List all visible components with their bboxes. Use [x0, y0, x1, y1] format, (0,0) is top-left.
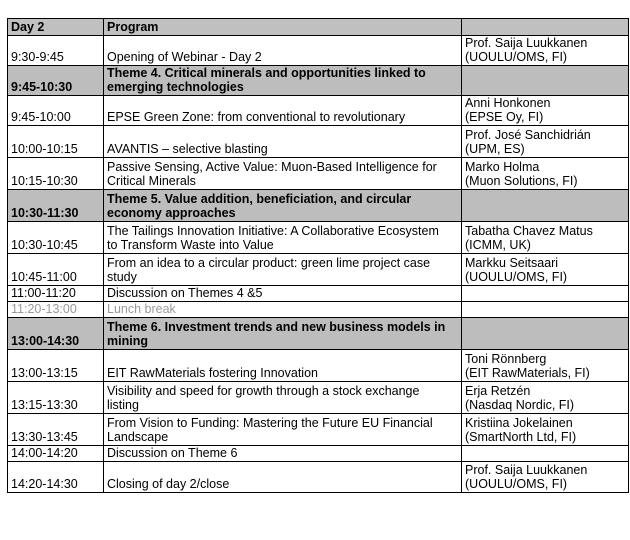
time-cell: 9:45-10:00: [8, 96, 104, 126]
speaker-cell-line: (UOULU/OMS, FI): [465, 477, 568, 491]
session-title-line: Critical Minerals: [107, 174, 196, 188]
session-title-line: listing: [107, 398, 139, 412]
session-title: EPSE Green Zone: from conventional to revolutionary: [104, 96, 462, 126]
session-title: Closing of day 2/close: [104, 462, 462, 493]
speaker-cell-line: Tabatha Chavez Matus: [465, 224, 593, 238]
speaker-cell: [462, 254, 629, 286]
speaker-cell: [462, 302, 629, 318]
time-cell: 14:00-14:20: [8, 446, 104, 462]
session-row: [8, 222, 629, 254]
speaker-cell: [462, 446, 629, 462]
time-cell: 13:15-13:30: [8, 382, 104, 414]
session-title-line: study: [107, 270, 137, 284]
header-speaker: [462, 19, 629, 36]
speaker-cell: [462, 382, 629, 414]
speaker-cell-line: Prof. Saija Luukkanen: [465, 36, 588, 50]
speaker-cell: [462, 66, 629, 96]
speaker-cell-line: Prof. José Sanchidrián: [465, 128, 591, 142]
speaker-cell-line: (EPSE Oy, FI): [465, 110, 544, 124]
speaker-cell-line: Anni Honkonen: [465, 96, 551, 110]
theme-title-line: economy approaches: [107, 206, 236, 220]
time-cell: 10:00-10:15: [8, 126, 104, 158]
speaker-cell: [462, 36, 629, 66]
theme-title: [104, 318, 462, 350]
time-cell: 10:15-10:30: [8, 158, 104, 190]
time-cell: 9:45-10:30: [8, 66, 104, 96]
session-title: [104, 382, 462, 414]
theme-row: [8, 190, 629, 222]
speaker-cell-line: Marko Holma: [465, 160, 540, 174]
session-title-line: From an idea to a circular product: green lime project case: [107, 256, 431, 270]
theme-title-line: Theme 6. Investment trends and new business models in: [107, 320, 446, 334]
speaker-cell: [462, 318, 629, 350]
speaker-cell: [462, 126, 629, 158]
session-row: [8, 36, 629, 66]
speaker-cell-line: Markku Seitsaari: [465, 256, 559, 270]
session-row: [8, 414, 629, 446]
session-row: [8, 254, 629, 286]
session-title-line: to Transform Waste into Value: [107, 238, 274, 252]
time-cell: 10:30-11:30: [8, 190, 104, 222]
session-title: Discussion on Theme 6: [104, 446, 462, 462]
speaker-cell-line: (Nasdaq Nordic, FI): [465, 398, 575, 412]
session-row: [8, 382, 629, 414]
theme-title-line: Theme 5. Value addition, beneficiation, and circular: [107, 192, 412, 206]
speaker-cell-line: Erja Retzén: [465, 384, 531, 398]
speaker-cell-line: Toni Rönnberg: [465, 352, 547, 366]
speaker-cell-line: Kristiina Jokelainen: [465, 416, 573, 430]
time-cell: 9:30-9:45: [8, 36, 104, 66]
time-cell: 11:00-11:20: [8, 286, 104, 302]
session-row: [8, 350, 629, 382]
theme-title-line: emerging technologies: [107, 80, 244, 94]
time-cell: 14:20-14:30: [8, 462, 104, 493]
session-title: AVANTIS – selective blasting: [104, 126, 462, 158]
speaker-cell: [462, 350, 629, 382]
session-title: Discussion on Themes 4 &5: [104, 286, 462, 302]
session-row: [8, 446, 629, 462]
speaker-cell-line: (SmartNorth Ltd, FI): [465, 430, 577, 444]
theme-title-line: mining: [107, 334, 148, 348]
session-title: [104, 414, 462, 446]
speaker-cell-line: (UOULU/OMS, FI): [465, 270, 568, 284]
time-cell: 13:00-14:30: [8, 318, 104, 350]
session-title: [104, 254, 462, 286]
session-row: [8, 158, 629, 190]
speaker-cell: [462, 462, 629, 493]
speaker-cell: [462, 158, 629, 190]
lunch-row: [8, 302, 629, 318]
session-title-line: From Vision to Funding: Mastering the Future EU Financial: [107, 416, 433, 430]
header-day: Day 2: [8, 19, 104, 36]
speaker-cell-line: (EIT RawMaterials, FI): [465, 366, 590, 380]
time-cell: 13:30-13:45: [8, 414, 104, 446]
time-cell: 13:00-13:15: [8, 350, 104, 382]
speaker-cell-line: (Muon Solutions, FI): [465, 174, 578, 188]
speaker-cell: [462, 414, 629, 446]
time-cell: 10:45-11:00: [8, 254, 104, 286]
speaker-cell: [462, 190, 629, 222]
speaker-cell: [462, 96, 629, 126]
session-row: [8, 462, 629, 493]
theme-title-line: Theme 4. Critical minerals and opportunities linked to: [107, 66, 426, 80]
speaker-cell-line: (UOULU/OMS, FI): [465, 50, 568, 64]
session-row: [8, 286, 629, 302]
session-row: [8, 96, 629, 126]
theme-title: [104, 190, 462, 222]
session-title-line: Visibility and speed for growth through a stock exchange: [107, 384, 420, 398]
session-title: EIT RawMaterials fostering Innovation: [104, 350, 462, 382]
session-title: Lunch break: [104, 302, 462, 318]
speaker-cell: [462, 286, 629, 302]
time-cell: 10:30-10:45: [8, 222, 104, 254]
session-title: [104, 158, 462, 190]
header-row: [8, 19, 629, 36]
session-title: [104, 222, 462, 254]
theme-row: [8, 66, 629, 96]
session-title-line: Passive Sensing, Active Value: Muon-Based Intelligence for: [107, 160, 437, 174]
theme-row: [8, 318, 629, 350]
session-title-line: The Tailings Innovation Initiative: A Collaborative Ecosystem: [107, 224, 439, 238]
theme-title: [104, 66, 462, 96]
speaker-cell-line: Prof. Saija Luukkanen: [465, 463, 588, 477]
speaker-cell-line: (UPM, ES): [465, 142, 525, 156]
speaker-cell: [462, 222, 629, 254]
speaker-cell-line: (ICMM, UK): [465, 238, 531, 252]
session-title: Opening of Webinar - Day 2: [104, 36, 462, 66]
session-title-line: Landscape: [107, 430, 169, 444]
program-table: [7, 18, 629, 493]
header-program: Program: [104, 19, 462, 36]
time-cell: 11:20-13:00: [8, 302, 104, 318]
session-row: [8, 126, 629, 158]
